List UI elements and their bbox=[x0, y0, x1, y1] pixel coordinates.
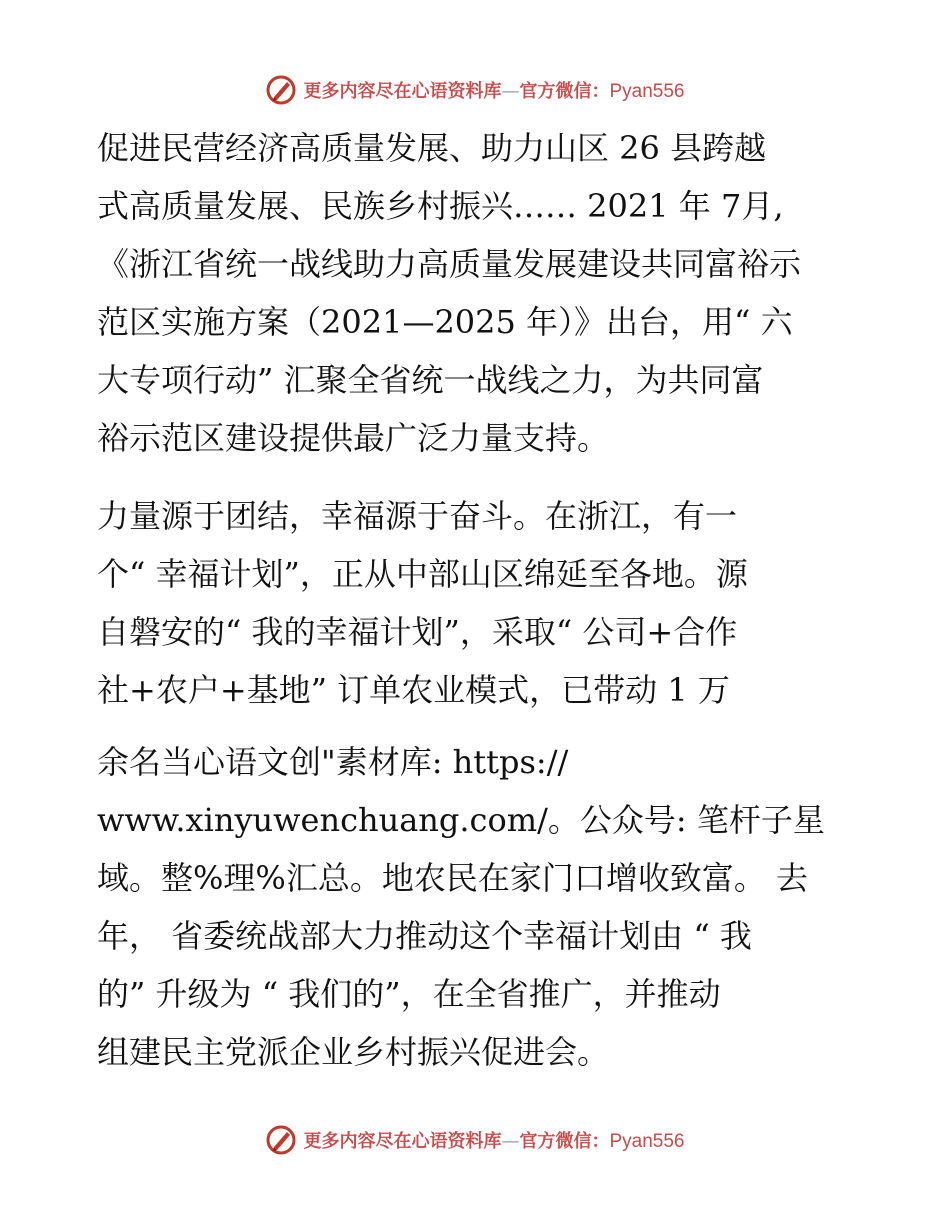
banner-text bbox=[303, 77, 684, 103]
text-line: 组建民主党派企业乡村振兴促进会。 bbox=[97, 1033, 610, 1071]
paragraph-2 bbox=[97, 487, 857, 719]
paragraph-3 bbox=[97, 733, 857, 1081]
text-line: 大专项行动” 汇聚全省统一战线之力，为共同富 bbox=[97, 361, 764, 399]
pen-logo-icon bbox=[265, 74, 297, 106]
header-banner bbox=[0, 70, 950, 110]
text-line: 力量源于团结，幸福源于奋斗。在浙江，有一 bbox=[97, 497, 738, 535]
banner-separator: — bbox=[501, 81, 520, 102]
text-line: www.xinyuwenchuang.com/。公众号: 笔杆子星 bbox=[97, 801, 825, 839]
text-line: 裕示范区建设提供最广泛力量支持。 bbox=[97, 419, 610, 457]
text-line: 式高质量发展、民族乡村振兴…… 2021 年 7月, bbox=[97, 187, 784, 225]
banner-text bbox=[303, 1127, 684, 1153]
text-line: 年， 省委统战部大力推动这个幸福计划由 “ 我 bbox=[97, 917, 752, 955]
banner-suffix: 官方微信： bbox=[519, 81, 610, 102]
text-line: 的” 升级为 “ 我们的”，在全省推广，并推动 bbox=[97, 975, 721, 1013]
text-line: 范区实施方案（2021—2025 年）》出台，用“ 六 bbox=[97, 303, 793, 341]
banner-main: 更多内容尽在心语资料库 bbox=[303, 81, 502, 102]
text-line: 个“ 幸福计划”，正从中部山区绵延至各地。源 bbox=[97, 555, 748, 593]
paragraph-1 bbox=[97, 119, 857, 467]
footer-banner bbox=[0, 1120, 950, 1160]
text-line: 域。整%理%汇总。地农民在家门口增收致富。 去 bbox=[97, 859, 808, 897]
banner-wechat-id: Pyan556 bbox=[609, 81, 685, 102]
text-line: 《浙江省统一战线助力高质量发展建设共同富裕示 bbox=[97, 245, 802, 283]
banner-separator: — bbox=[501, 1131, 520, 1152]
text-line: 促进民营经济高质量发展、助力山区 26 县跨越 bbox=[97, 129, 767, 167]
banner-suffix: 官方微信： bbox=[519, 1131, 610, 1152]
text-line: 社+农户+基地” 订单农业模式，已带动 1 万 bbox=[97, 671, 730, 709]
banner-wechat-id: Pyan556 bbox=[609, 1131, 685, 1152]
pen-logo-icon bbox=[265, 1124, 297, 1156]
text-line: 自磐安的“ 我的幸福计划”，采取“ 公司+合作 bbox=[97, 613, 738, 651]
banner-main: 更多内容尽在心语资料库 bbox=[303, 1131, 502, 1152]
text-line: 余名当心语文创"素材库: https:// bbox=[97, 743, 569, 781]
